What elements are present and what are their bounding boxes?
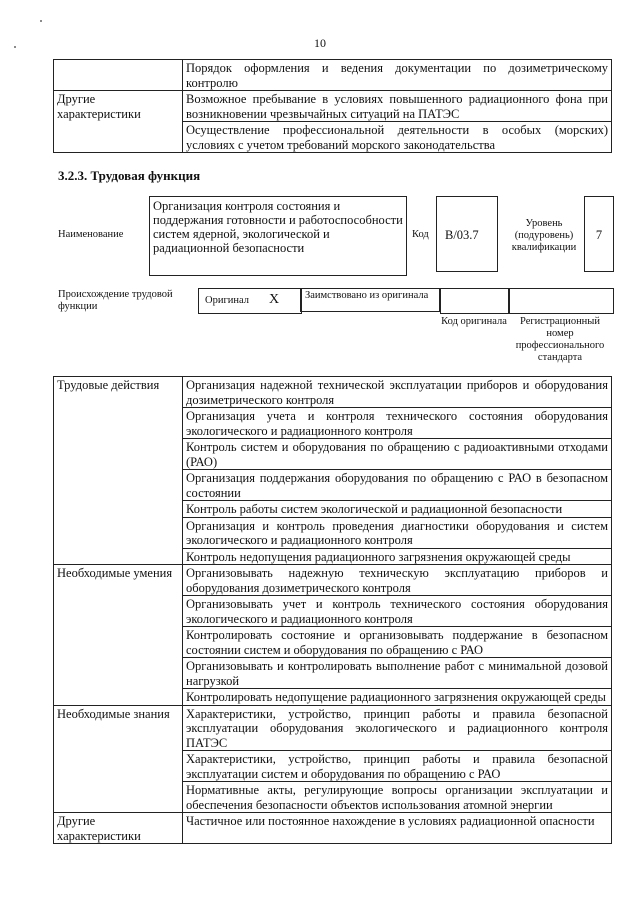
code-value: B/03.7 <box>445 228 479 242</box>
row-label: Другие характеристики <box>54 91 183 153</box>
group-item: Нормативные акты, регулирующие вопросы организации эксплуатации и обеспечения безопасности объектов использования атомной энергии <box>183 782 612 813</box>
row-label <box>54 60 183 91</box>
level-box <box>584 196 614 272</box>
original-cell <box>198 288 302 314</box>
table-row <box>54 813 612 844</box>
borrowed-label: Заимствовано из оригинала <box>305 290 429 301</box>
reg-number-cell <box>508 288 614 314</box>
reg-caption: Регистрационный номер профессионального стандарта <box>515 316 605 363</box>
top-table <box>53 59 612 153</box>
main-table <box>53 376 612 844</box>
code-caption: Код оригинала <box>441 316 507 327</box>
group-item: Организация учета и контроля технического состояния оборудования экологического и радиационного контроля <box>183 408 612 439</box>
row-value: Осуществление профессиональной деятельности в особых (морских) условиях с учетом требований морского законодательства <box>183 122 612 153</box>
function-name-box <box>149 196 407 276</box>
group-item: Контролировать недопущение радиационного загрязнения окружающей среды <box>183 689 612 706</box>
code-label: Код <box>412 229 429 240</box>
group-item: Организация надежной технической эксплуатации приборов и оборудования дозиметрического контроля <box>183 377 612 408</box>
group-label: Другие характеристики <box>54 813 183 844</box>
row-value: Возможное пребывание в условиях повышенного радиационного фона при возникновении чрезвычайных ситуаций на ПАТЭС <box>183 91 612 122</box>
table-row <box>54 565 612 596</box>
group-label: Необходимые умения <box>54 565 183 706</box>
section-heading: 3.2.3. Трудовая функция <box>58 168 201 183</box>
group-item: Организовывать надежную техническую эксплуатацию приборов и оборудования дозиметрического контроля <box>183 565 612 596</box>
table-row <box>54 91 612 122</box>
group-item: Характеристики, устройство, принцип работы и правила безопасной эксплуатации оборудования экологического и радиационного контроля ПАТЭС <box>183 705 612 751</box>
group-item: Организация и контроль проведения диагностики оборудования и систем экологического и радиационного контроля <box>183 517 612 548</box>
group-label: Трудовые действия <box>54 377 183 565</box>
borrowed-cell <box>300 288 440 312</box>
table-row <box>54 705 612 751</box>
group-item: Характеристики, устройство, принцип работы и правила безопасной эксплуатации систем и оборудования по обращению с РАО <box>183 751 612 782</box>
group-label: Необходимые знания <box>54 705 183 813</box>
level-value: 7 <box>595 228 603 242</box>
row-value: Порядок оформления и ведения документации по дозиметрическому контролю <box>183 60 612 91</box>
level-label: Уровень (подуровень) квалификации <box>511 218 577 253</box>
code-original-cell <box>440 288 510 314</box>
code-box <box>436 196 498 272</box>
page-number: 10 <box>314 36 326 50</box>
table-row <box>54 60 612 91</box>
group-item: Организовывать и контролировать выполнение работ с минимальной дозовой нагрузкой <box>183 658 612 689</box>
group-item: Контроль недопущения радиационного загрязнения окружающей среды <box>183 548 612 565</box>
scan-speck <box>40 20 42 22</box>
group-item: Частичное или постоянное нахождение в условиях радиационной опасности <box>183 813 612 844</box>
table-row <box>54 377 612 408</box>
original-label: Оригинал <box>205 295 249 306</box>
origin-label: Происхождение трудовой функции <box>58 289 173 312</box>
name-label: Наименование <box>58 229 124 240</box>
function-name: Организация контроля состояния и поддержания готовности и работоспособности систем ядерной, экологической и радиационной безопасности <box>153 199 403 255</box>
original-mark: X <box>269 292 280 307</box>
group-item: Организовывать учет и контроль технического состояния оборудования экологического и радиационного контроля <box>183 596 612 627</box>
group-item: Контролировать состояние и организовывать поддержание в безопасном состоянии систем и оборудования по обращению с РАО <box>183 627 612 658</box>
group-item: Организация поддержания оборудования по обращению с РАО в безопасном состоянии <box>183 470 612 501</box>
group-item: Контроль систем и оборудования по обращению с радиоактивными отходами (РАО) <box>183 439 612 470</box>
group-item: Контроль работы систем экологической и радиационной безопасности <box>183 501 612 518</box>
